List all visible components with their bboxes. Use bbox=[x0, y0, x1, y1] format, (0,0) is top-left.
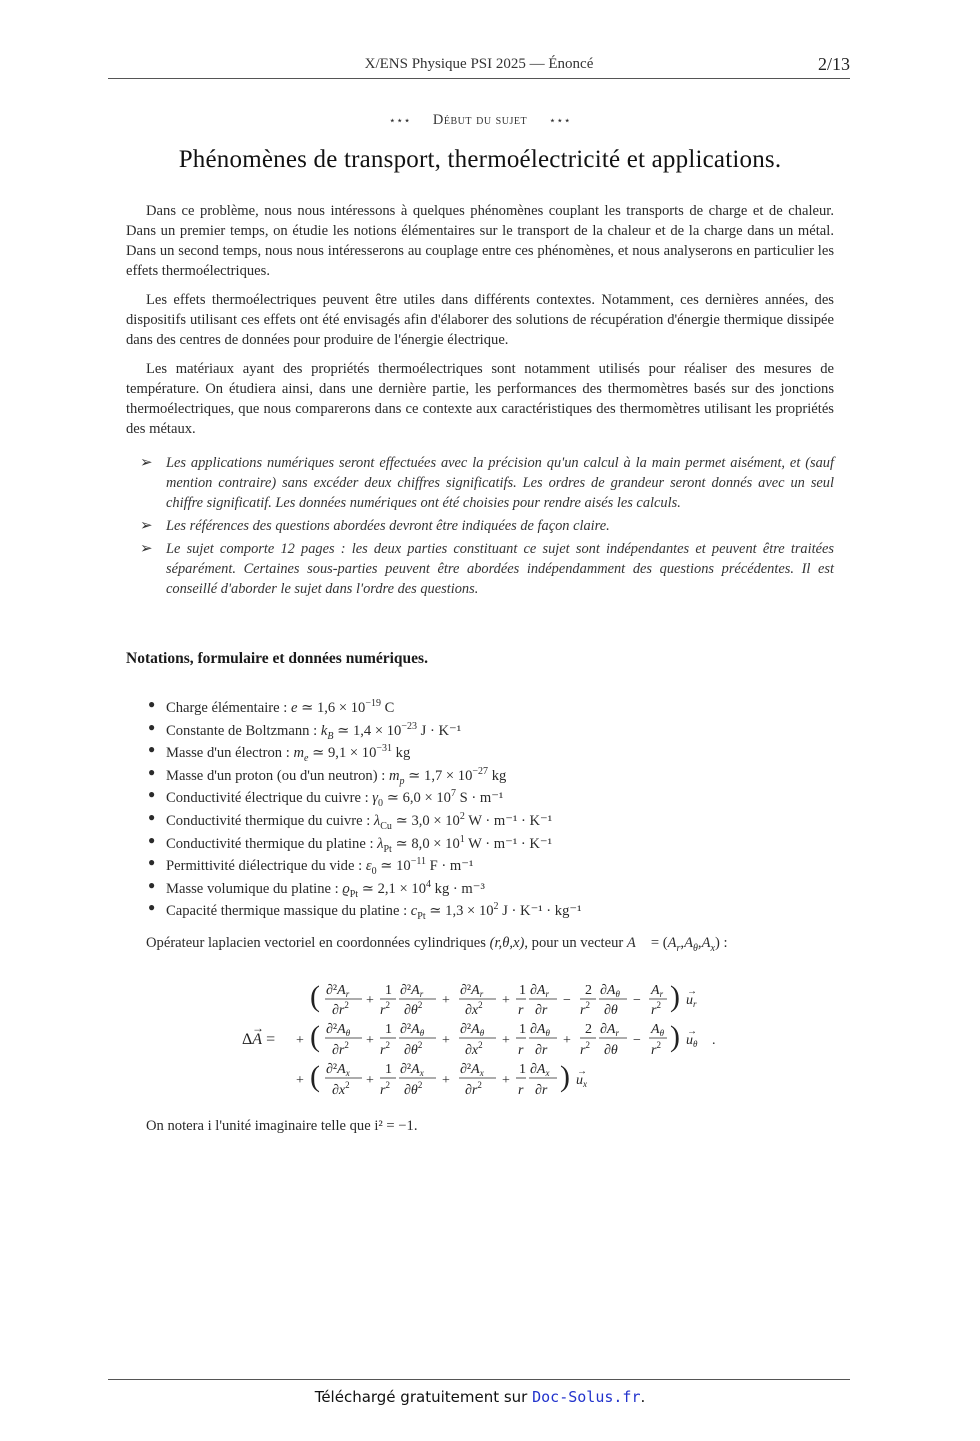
notations-heading: Notations, formulaire et données numériques. bbox=[126, 650, 428, 667]
svg-text:∂²Ar: $\partial^2A_r$ bbox=[460, 983, 484, 999]
instruction-item bbox=[140, 516, 834, 536]
svg-text:∂Ax: $\partial A_x$ bbox=[530, 1062, 550, 1078]
svg-text:+: + bbox=[502, 993, 510, 1008]
svg-text:∂Ar: $\partial A_r$ bbox=[600, 1022, 619, 1038]
svg-text:+: + bbox=[366, 993, 374, 1008]
paragraph-3: Les matériaux ayant des propriétés thermoélectriques sont notamment utilisés pour réaliser des mesures de température. On étudiera ainsi, dans une dernière partie, les performances des thermomètres basés sur des jonctions thermoélectriques, que nous comparerons dans ce contexte aux caractéristiques des thermomètres utilisant les propriétés des métaux. bbox=[126, 361, 834, 437]
constant-label: Conductivité thermique du platine bbox=[166, 835, 366, 852]
constant-symbol: m bbox=[293, 745, 305, 762]
constant-unit: F · m⁻¹ bbox=[429, 858, 474, 875]
constant-unit: C bbox=[384, 699, 395, 716]
svg-text:1: 1 bbox=[519, 1022, 526, 1037]
imaginary-unit-note: On notera i l'unité imaginaire telle que i² = −1. bbox=[146, 1118, 418, 1134]
svg-text:+: + bbox=[502, 1073, 510, 1088]
bullet-icon: ● bbox=[148, 787, 156, 802]
svg-text:→: → bbox=[687, 986, 697, 997]
start-marker bbox=[0, 112, 960, 129]
constant-unit: kg bbox=[395, 745, 411, 762]
svg-text:∂r2: $\partial r^2$ bbox=[332, 1000, 349, 1018]
intro-text bbox=[126, 201, 834, 448]
constant-exponent: −27 bbox=[472, 765, 489, 777]
svg-text:∂²Aθ: $\partial^2A_\theta$ bbox=[326, 1022, 351, 1038]
constant-exponent: −31 bbox=[376, 743, 393, 755]
constant-item: ● Conductivité thermique du cuivre : $\lambda_{Cu}$ ≃ $3,0 \times 10^2$ W · m⁻¹ · K⁻¹ bbox=[148, 806, 581, 829]
constant-subscript: e bbox=[304, 752, 309, 764]
constant-exponent: 4 bbox=[425, 878, 431, 890]
constant-subscript: 0 bbox=[378, 798, 384, 810]
svg-text:+: + bbox=[296, 1073, 304, 1088]
constant-exponent: 2 bbox=[493, 901, 499, 913]
constant-mantissa: 9,1 bbox=[328, 745, 347, 762]
svg-text:∂Aθ: $\partial A_\theta$ bbox=[600, 983, 620, 999]
svg-text:r2: $r^2$ bbox=[580, 1040, 590, 1058]
arrow-bullet-icon: ➢ bbox=[140, 541, 153, 557]
svg-text:∂²Ax: $\partial^2A_x$ bbox=[400, 1062, 424, 1078]
svg-text:∂²Ar: $\partial^2A_r$ bbox=[400, 983, 424, 999]
vector-a-symbol: A⃗ bbox=[626, 935, 648, 951]
constant-subscript: Pt bbox=[383, 843, 392, 855]
svg-text:1: 1 bbox=[385, 983, 392, 998]
svg-text:(: ( bbox=[310, 1020, 320, 1053]
constant-mantissa: 1,4 bbox=[352, 722, 372, 739]
bullet-icon: ● bbox=[148, 855, 156, 870]
constant-label: Charge élémentaire bbox=[166, 699, 280, 716]
constants-list bbox=[148, 693, 582, 923]
svg-text:→: → bbox=[252, 1021, 264, 1035]
constant-label: Permittivité diélectrique du vide bbox=[166, 858, 355, 875]
svg-text:r: r bbox=[518, 1003, 524, 1018]
svg-text:∂θ: ∂θ bbox=[604, 1003, 618, 1018]
svg-text:.: . bbox=[712, 1033, 716, 1048]
bullet-icon: ● bbox=[148, 900, 156, 915]
svg-text:→: → bbox=[687, 1026, 697, 1037]
svg-text:∂²Ar: $\partial^2A_r$ bbox=[326, 983, 350, 999]
constant-label: Constante de Boltzmann bbox=[166, 722, 310, 739]
footer-end: . bbox=[640, 1388, 646, 1406]
constant-label: Masse volumique du platine bbox=[166, 880, 331, 897]
constant-exponent: −11 bbox=[410, 856, 426, 868]
footer-divider bbox=[108, 1379, 850, 1380]
constant-mantissa: 2,1 bbox=[377, 880, 396, 897]
constant-exponent: 7 bbox=[450, 788, 456, 800]
constant-mantissa: 6,0 bbox=[402, 790, 421, 807]
svg-text:(: ( bbox=[310, 980, 320, 1013]
instruction-text: Le sujet comporte 12 pages : les deux parties constituant ce sujet sont indépendantes et peuvent être traitées séparément. Certaines sous-parties peuvent être abordées indépendamment des questions précédentes. Il est conseillé d'aborder le sujet dans l'ordre des questions. bbox=[166, 541, 834, 597]
constant-base: 10 bbox=[445, 835, 460, 852]
constant-subscript: Pt bbox=[417, 911, 426, 923]
constant-symbol: λ bbox=[373, 812, 381, 829]
paragraph-1: Dans ce problème, nous nous intéressons à quelques phénomènes couplant les transports de charge et de chaleur. Dans un premier temps, on étudie les notions élémentaires sur le transport de la chaleur et de la charge dans un métal. Dans un second temps, nous nous intéresserons au couplage entre ces phénomènes, et nous analyserons en particulier les effets thermoélectriques. bbox=[126, 203, 834, 279]
constant-item: ● Charge élémentaire : e ≃ $1,6 \times 10^{-19}$ C bbox=[148, 693, 581, 716]
svg-text:∂θ: ∂θ bbox=[604, 1043, 618, 1058]
constant-item: ● Masse d'un proton (ou d'un neutron) : $m_p$ ≃ $1,7 \times 10^{-27}$ kg bbox=[148, 761, 581, 784]
constant-subscript: Pt bbox=[349, 888, 359, 900]
constant-item: ● Masse volumique du platine : $ϱ_{Pt}$ ≃ $2,1 \times 10^4$ kg · m⁻³ bbox=[148, 874, 581, 897]
svg-text:∂Aθ: $\partial A_\theta$ bbox=[530, 1022, 550, 1038]
instruction-text: Les références des questions abordées devront être indiquées de façon claire. bbox=[166, 518, 610, 534]
constant-mantissa: 8,0 bbox=[411, 835, 430, 852]
svg-text:(: ( bbox=[310, 1060, 320, 1093]
constant-mantissa: 1,3 bbox=[445, 903, 464, 920]
constant-item: ● Permittivité diélectrique du vide : $\varepsilon_0$ ≃ $10^{-11}$ F · m⁻¹ bbox=[148, 851, 581, 874]
svg-text:+: + bbox=[442, 1073, 450, 1088]
formula-svg bbox=[230, 972, 750, 1107]
arrow-bullet-icon: ➢ bbox=[140, 518, 153, 534]
svg-text:Ar: $A_r$ bbox=[651, 983, 664, 999]
svg-text:r2: $r^2$ bbox=[380, 1080, 390, 1098]
constant-exponent: −19 bbox=[365, 698, 381, 709]
svg-text:∂x2: $\partial x^2$ bbox=[465, 1000, 483, 1018]
constant-symbol: k bbox=[320, 722, 328, 739]
laplacian-intro bbox=[146, 935, 728, 954]
svg-text:r2: $r^2$ bbox=[380, 1000, 390, 1018]
arrow-bullet-icon: ➢ bbox=[140, 455, 153, 471]
svg-text:r2: $r^2$ bbox=[651, 1000, 661, 1018]
bullet-icon: ● bbox=[148, 809, 156, 824]
svg-text:∂²Aθ: $\partial^2A_\theta$ bbox=[460, 1022, 485, 1038]
svg-text:+: + bbox=[366, 1073, 374, 1088]
header-title: X/ENS Physique PSI 2025 — Énoncé bbox=[364, 56, 594, 72]
constant-symbol: m bbox=[388, 767, 400, 784]
svg-text:∂θ2: $\partial\theta^2$ bbox=[404, 1040, 423, 1058]
constant-item: ● Masse d'un électron : $m_e$ ≃ $9,1 \times 10^{-31}$ kg bbox=[148, 738, 581, 761]
laplacian-formula bbox=[230, 972, 750, 1112]
constant-base: 10 bbox=[478, 903, 494, 920]
svg-text:∂θ2: $\partial\theta^2$ bbox=[404, 1000, 423, 1018]
constant-unit: J · K⁻¹ · kg⁻¹ bbox=[502, 903, 582, 920]
svg-text:): ) bbox=[670, 1020, 680, 1053]
constant-unit: S · m⁻¹ bbox=[459, 790, 504, 807]
constant-unit: J · K⁻¹ bbox=[420, 722, 462, 739]
constant-subscript: 0 bbox=[371, 865, 377, 877]
start-label: Début du sujet bbox=[432, 112, 528, 128]
constant-symbol: λ bbox=[377, 835, 384, 852]
for-vector: , pour un vecteur bbox=[524, 935, 624, 951]
svg-text:+: + bbox=[366, 1033, 374, 1048]
svg-text:∂r2: $\partial r^2$ bbox=[332, 1040, 349, 1058]
svg-text:∂x2: $\partial x^2$ bbox=[465, 1040, 483, 1058]
constant-base: 10 bbox=[350, 699, 366, 716]
constant-base: 10 bbox=[396, 858, 411, 875]
svg-text:∂²Aθ: $\partial^2A_\theta$ bbox=[400, 1022, 425, 1038]
stars-right: ⋆⋆⋆ bbox=[548, 115, 572, 127]
constant-item: ● Constante de Boltzmann : $k_B$ ≃ $1,4 \times 10^{-23}$ J · K⁻¹ bbox=[148, 716, 581, 739]
svg-text:+: + bbox=[296, 1033, 304, 1048]
stars-left: ⋆⋆⋆ bbox=[388, 115, 412, 127]
svg-text:r: r bbox=[518, 1083, 524, 1098]
constant-unit: kg bbox=[491, 767, 507, 784]
constant-base: 10 bbox=[436, 790, 451, 807]
svg-text:+: + bbox=[442, 993, 450, 1008]
constant-exponent: −23 bbox=[401, 720, 417, 732]
svg-text:∂r2: $\partial r^2$ bbox=[465, 1080, 482, 1098]
svg-text:Aθ: $A_\theta$ bbox=[651, 1022, 664, 1038]
constant-item: ● Conductivité thermique du platine : $\lambda_{Pt}$ ≃ $8,0 \times 10^1$ W · m⁻¹ · K⁻¹ bbox=[148, 829, 581, 852]
svg-text:+: + bbox=[563, 1033, 571, 1048]
svg-text:1: 1 bbox=[519, 983, 526, 998]
svg-text:∂r: ∂r bbox=[535, 1043, 548, 1058]
constant-base: 10 bbox=[411, 880, 426, 897]
doc-solus-link[interactable]: Doc-Solus.fr bbox=[532, 1388, 641, 1406]
svg-text:r2: $r^2$ bbox=[580, 1000, 590, 1018]
constant-subscript: B bbox=[327, 730, 334, 742]
svg-text:∂θ2: $\partial\theta^2$ bbox=[404, 1080, 423, 1098]
svg-text:∂²Ax: $\partial^2A_x$ bbox=[326, 1062, 350, 1078]
constant-unit: W · m⁻¹ · K⁻¹ bbox=[468, 812, 553, 829]
svg-text:∂r: ∂r bbox=[535, 1003, 548, 1018]
constant-symbol: γ bbox=[372, 790, 379, 807]
bullet-icon: ● bbox=[148, 697, 156, 711]
constant-label: Conductivité électrique du cuivre bbox=[166, 790, 361, 807]
constant-item: ● Capacité thermique massique du platine : $c_{Pt}$ ≃ $1,3 \times 10^2$ J · K⁻¹ · kg⁻¹ bbox=[148, 896, 581, 919]
svg-text:ux: $u_x$ bbox=[576, 1073, 587, 1089]
formula-row-x bbox=[296, 1060, 587, 1098]
constant-label: Masse d'un proton (ou d'un neutron) bbox=[166, 767, 378, 784]
constant-mantissa: 1,6 bbox=[316, 699, 336, 716]
constant-base: 10 bbox=[445, 812, 460, 829]
page-number: 2/13 bbox=[817, 54, 850, 74]
constant-symbol: e bbox=[290, 699, 298, 716]
constant-symbol: ε bbox=[365, 858, 372, 875]
footer-text: Téléchargé gratuitement sur bbox=[314, 1388, 528, 1406]
instruction-item bbox=[140, 453, 834, 513]
svg-text:→: → bbox=[577, 1066, 587, 1077]
formula-lhs: ΔA = bbox=[242, 1031, 276, 1048]
svg-text:1: 1 bbox=[385, 1022, 392, 1037]
svg-text:2: 2 bbox=[585, 1022, 592, 1037]
constant-mantissa: 1,7 bbox=[424, 767, 443, 784]
svg-text:∂r: ∂r bbox=[535, 1083, 548, 1098]
page-title: Phénomènes de transport, thermoélectricité et applications. bbox=[178, 146, 782, 173]
bullet-icon: ● bbox=[148, 742, 156, 757]
svg-text:∂Ar: $\partial A_r$ bbox=[530, 983, 549, 999]
page-footer bbox=[0, 1388, 960, 1406]
constant-label: Capacité thermique massique du platine bbox=[166, 903, 400, 920]
svg-text:uθ: $u_\theta$ bbox=[686, 1033, 698, 1049]
constant-symbol: ϱ bbox=[342, 880, 350, 897]
instructions-list bbox=[140, 453, 834, 602]
svg-text:1: 1 bbox=[519, 1062, 526, 1077]
constant-unit: kg · m⁻³ bbox=[434, 880, 485, 897]
constant-mantissa: 3,0 bbox=[411, 812, 430, 829]
svg-text:): ) bbox=[560, 1060, 570, 1093]
svg-text:): ) bbox=[670, 980, 680, 1013]
vector-definition: = $(A_r,A_\theta,A_x)$ : bbox=[650, 935, 728, 954]
instruction-item bbox=[140, 539, 834, 599]
formula-row-r bbox=[310, 980, 697, 1018]
svg-text:−: − bbox=[633, 993, 641, 1008]
bullet-icon: ● bbox=[148, 719, 156, 734]
page-header bbox=[108, 54, 850, 79]
svg-text:−: − bbox=[563, 993, 571, 1008]
constant-base: 10 bbox=[386, 722, 402, 739]
svg-text:1: 1 bbox=[385, 1062, 392, 1077]
laplacian-intro-text: Opérateur laplacien vectoriel en coordonnées cylindriques bbox=[146, 935, 486, 951]
svg-text:∂²Ax: $\partial^2A_x$ bbox=[460, 1062, 484, 1078]
constant-symbol: c bbox=[410, 903, 418, 920]
svg-text:∂x2: $\partial x^2$ bbox=[332, 1080, 350, 1098]
svg-text:−: − bbox=[633, 1033, 641, 1048]
constant-subscript: p bbox=[399, 775, 405, 787]
svg-text:2: 2 bbox=[585, 983, 592, 998]
bullet-icon: ● bbox=[148, 832, 156, 847]
constant-base: 10 bbox=[361, 745, 377, 762]
constant-exponent: 2 bbox=[459, 810, 465, 822]
constant-subscript: Cu bbox=[380, 820, 392, 832]
paragraph-2: Les effets thermoélectriques peuvent être utiles dans différents contextes. Notamment, ces dernières années, des dispositifs utilisant ces effets ont été envisagés afin d'élaborer des solutions de récupération d'énergie thermique dissipée dans des centres de données pour produire de l'énergie électrique. bbox=[126, 292, 834, 348]
constant-unit: W · m⁻¹ · K⁻¹ bbox=[468, 835, 553, 852]
svg-text:r2: $r^2$ bbox=[651, 1040, 661, 1058]
coords: (r,θ,x) bbox=[489, 935, 525, 951]
constant-label: Conductivité thermique du cuivre bbox=[166, 812, 363, 829]
svg-text:+: + bbox=[502, 1033, 510, 1048]
constant-base: 10 bbox=[457, 767, 473, 784]
formula-row-theta bbox=[296, 1020, 716, 1058]
constant-label: Masse d'un électron bbox=[166, 745, 283, 762]
instruction-text: Les applications numériques seront effectuées avec la précision qu'un calcul à la main permet aisément, et (sauf mention contraire) sans excéder deux chiffres significatifs. Les ordres de grandeur seront donnés avec un seul chiffre significatif. Les données numériques ont été choisies pour rendre aisés les calculs. bbox=[166, 455, 834, 511]
constant-item: ● Conductivité électrique du cuivre : $\gamma_0$ ≃ $6,0 \times 10^7$ S · m⁻¹ bbox=[148, 783, 581, 806]
bullet-icon: ● bbox=[148, 877, 156, 892]
bullet-icon: ● bbox=[148, 764, 156, 779]
svg-text:r2: $r^2$ bbox=[380, 1040, 390, 1058]
svg-text:r: r bbox=[518, 1043, 524, 1058]
constant-exponent: 1 bbox=[459, 833, 465, 845]
svg-text:ur: $u_r$ bbox=[686, 993, 697, 1009]
svg-text:+: + bbox=[442, 1033, 450, 1048]
